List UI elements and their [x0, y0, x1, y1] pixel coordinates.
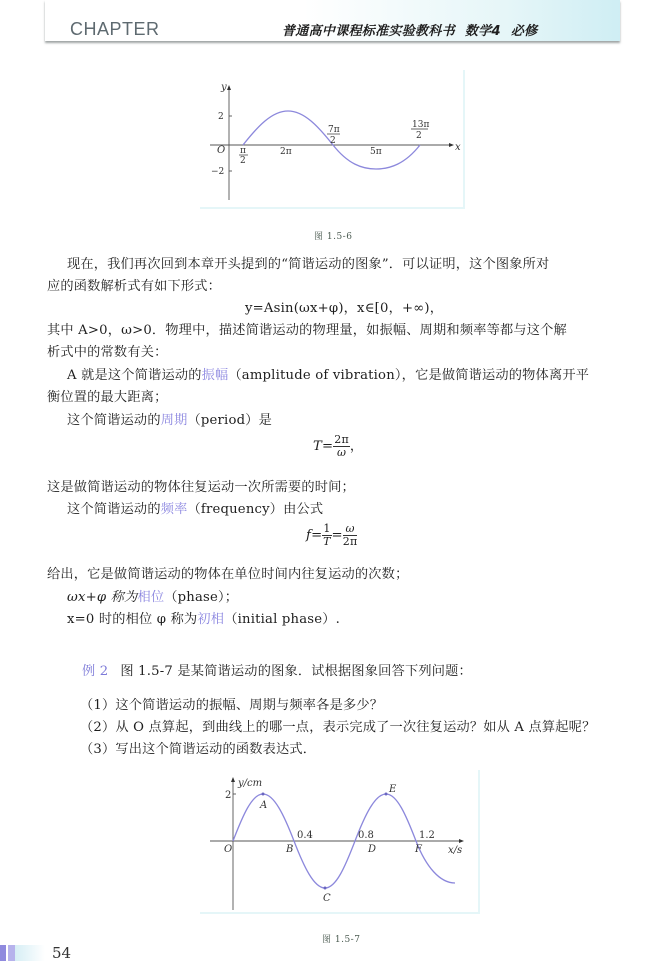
- term-period: 周期: [160, 413, 188, 428]
- frequency-description: 给出，它是做简谐运动的物体在单位时间内往复运动的次数；: [47, 567, 409, 582]
- frequency-formula: f= $\frac{1}{T}$ = $\frac{\omega}{2\pi}$: [306, 522, 358, 548]
- page-number: 54: [52, 944, 72, 962]
- volume-title: 必修: [510, 24, 538, 39]
- x-tick-1-2: 1.2: [419, 830, 435, 841]
- y-axis-label: y/cm: [238, 778, 263, 789]
- y-tick-2: 2: [225, 790, 232, 801]
- y-tick-neg2: −2: [211, 167, 225, 177]
- phase-definition: ωx+φ 称为相位（phase）；: [67, 590, 239, 605]
- amplitude-definition-line2: 衡位置的最大距离；: [47, 390, 168, 405]
- y-axis-label: y: [221, 82, 227, 93]
- term-frequency: 频率: [160, 502, 188, 517]
- point-E-label: E: [389, 784, 397, 795]
- term-phase: 相位: [137, 590, 165, 605]
- x-tick-pi2-den: 2: [240, 156, 246, 166]
- x-tick-pi2-num: π: [240, 146, 246, 156]
- y-tick-2: 2: [218, 112, 224, 122]
- chapter-label: CHAPTER: [70, 19, 160, 39]
- subject-title: 数学4: [464, 24, 501, 39]
- point-D-label: D: [368, 844, 377, 855]
- series-title: 普通高中课程标准实验教科书: [282, 24, 455, 39]
- x-tick-5pi: 5π: [370, 147, 382, 157]
- origin-label: O: [224, 844, 233, 855]
- x-axis-label: x: [455, 142, 461, 153]
- page-bar-1: [0, 945, 6, 961]
- figure-1-5-6: [200, 70, 465, 209]
- book-title: [282, 20, 537, 39]
- question-1: （1）这个简谐运动的振幅、周期与频率各是多少？: [80, 698, 384, 713]
- page-bar-fade: [15, 945, 45, 961]
- figure-1-5-7: [200, 770, 480, 914]
- x-tick-2pi: 2π: [280, 147, 292, 157]
- example-label: 例 2: [82, 664, 109, 679]
- period-description: 这是做简谐运动的物体往复运动一次所需要的时间；: [47, 480, 355, 495]
- sine-graph-1: [200, 70, 463, 207]
- term-initial-phase: 初相: [197, 612, 225, 627]
- page-bar-2: [8, 945, 15, 961]
- x-tick-7pi2-num: 7π: [328, 125, 340, 135]
- x-tick-0-4: 0.4: [297, 830, 313, 841]
- formula-general: y=Asin(ωx+φ)，x∈[0，+∞)，: [245, 301, 444, 316]
- figure-1-5-7-caption: 图 1.5-7: [322, 935, 361, 945]
- example-2-intro: 例 2 图 1.5-7 是某简谐运动的图象．试根据图象回答下列问题：: [82, 664, 472, 679]
- point-F-label: F: [415, 844, 422, 855]
- x-tick-7pi2-den: 2: [330, 136, 336, 146]
- period-definition: 这个简谐运动的周期（period）是: [67, 413, 273, 428]
- figure-1-5-6-caption: 图 1.5-6: [314, 232, 353, 242]
- term-amplitude: 振幅: [201, 368, 229, 383]
- frequency-definition: 这个简谐运动的频率（frequency）由公式: [67, 502, 324, 517]
- point-B-label: B: [286, 844, 294, 855]
- amplitude-definition: A 就是这个简谐运动的振幅（amplitude of vibration），它是做简谐运动的物体离开平: [67, 368, 590, 383]
- point-A-label: A: [260, 800, 268, 811]
- para2-line1: 其中 A>0，ω>0．物理中，描述简谐运动的物理量，如振幅、周期和频率等都与这个解: [47, 323, 567, 338]
- sine-graph-2: [200, 770, 478, 912]
- origin-label: O: [217, 145, 226, 156]
- x-tick-13pi2-num: 13π: [412, 120, 430, 130]
- point-C-label: C: [323, 893, 331, 904]
- period-formula: T= $\frac{2\pi}{\omega}$ ，: [313, 433, 364, 459]
- x-axis-label: x/s: [448, 845, 463, 856]
- question-2: （2）从 O 点算起，到曲线上的哪一点，表示完成了一次往复运动？如从 A 点算起呢？: [80, 720, 596, 735]
- para2-line2: 析式中的常数有关：: [47, 345, 168, 360]
- para1-line2: 应的函数解析式有如下形式：: [47, 279, 222, 294]
- question-3: （3）写出这个简谐运动的函数表达式．: [80, 742, 317, 757]
- x-tick-0-8: 0.8: [358, 830, 374, 841]
- initial-phase-definition: x=0 时的相位 φ 称为初相（initial phase）.: [67, 612, 341, 627]
- para1-line1: 现在，我们再次回到本章开头提到的“简谐运动的图象”．可以证明，这个图象所对: [67, 257, 550, 272]
- x-tick-13pi2-den: 2: [416, 131, 422, 141]
